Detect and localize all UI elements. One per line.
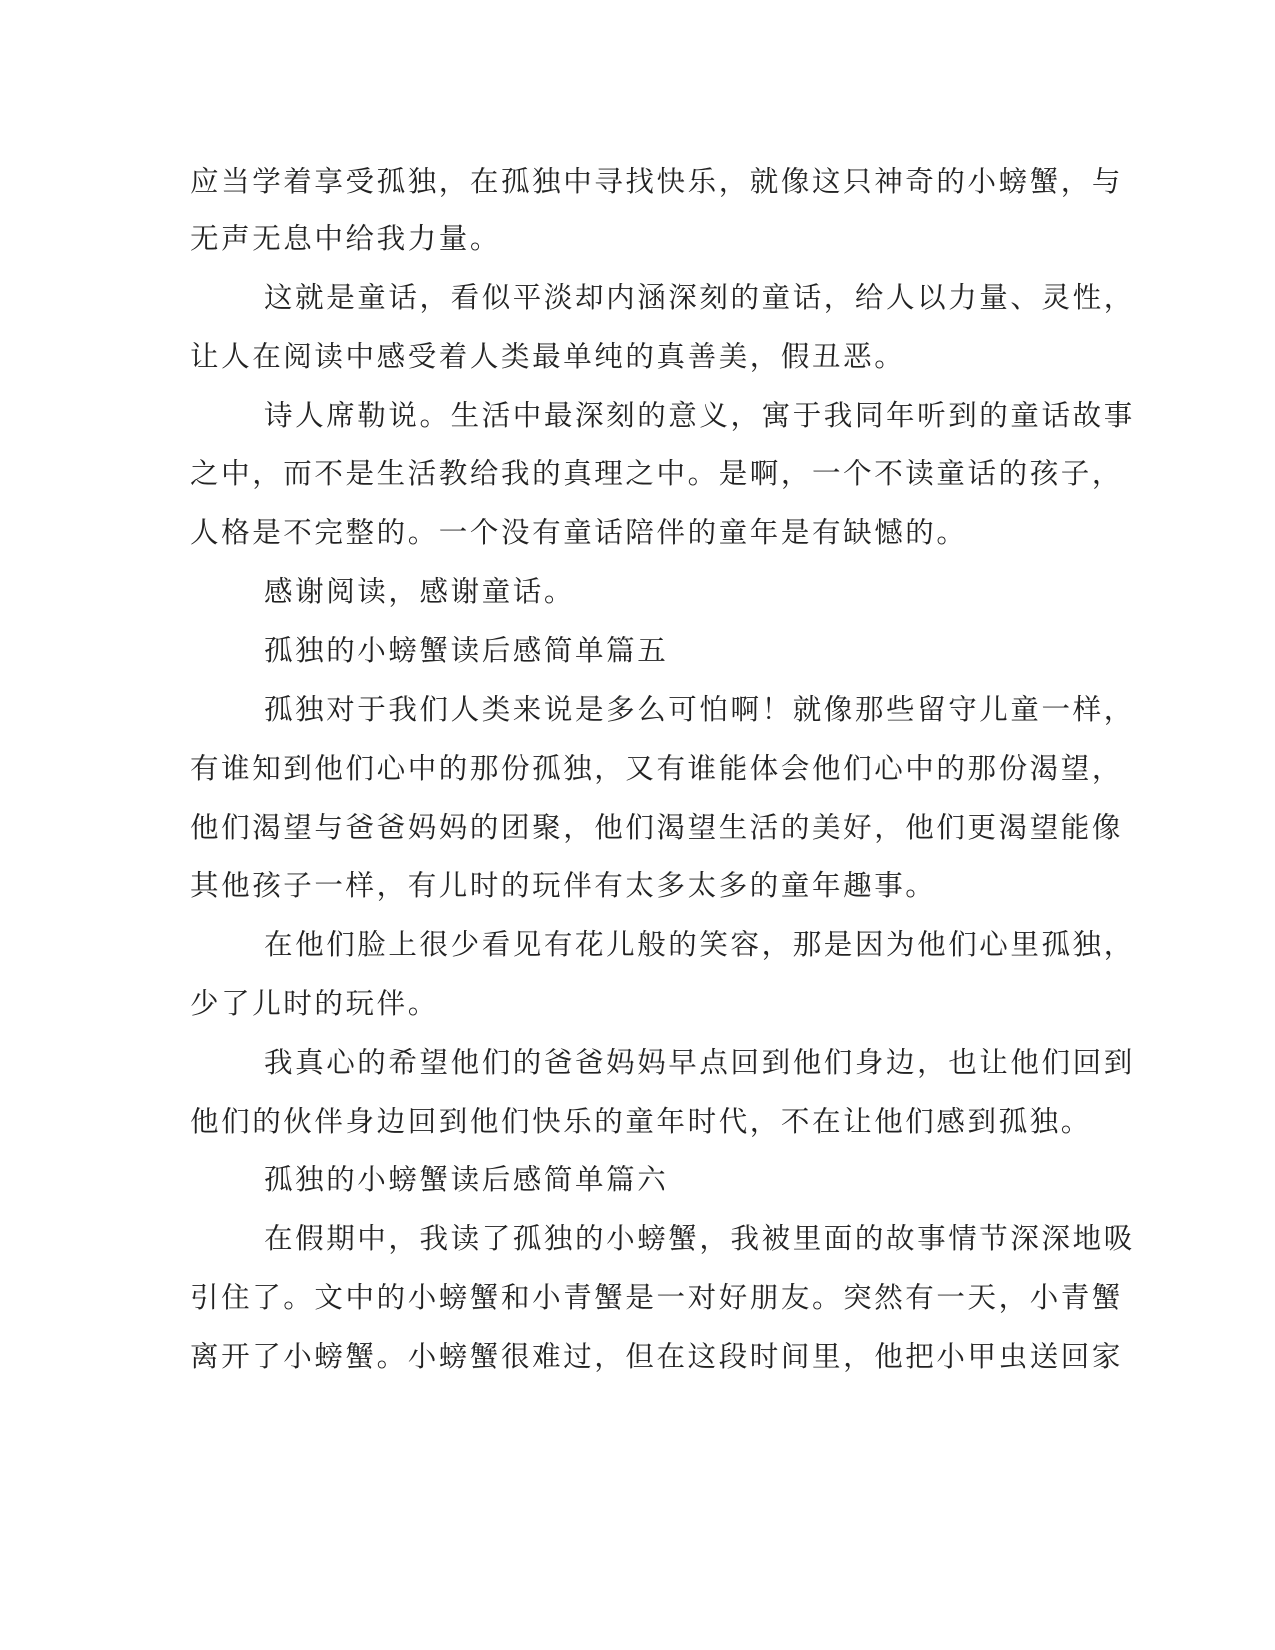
text-line: 离开了小螃蟹。小螃蟹很难过，但在这段时间里，他把小甲虫送回家 bbox=[190, 1340, 1124, 1373]
text-line: 之中，而不是生活教给我的真理之中。是啊，一个不读童话的孩子， bbox=[190, 457, 1124, 490]
section-heading: 孤独的小螃蟹读后感简单篇五 bbox=[264, 634, 669, 667]
text-line: 有谁知到他们心中的那份孤独，又有谁能体会他们心中的那份渴望， bbox=[190, 752, 1124, 785]
paragraph-start-line: 感谢阅读，感谢童话。 bbox=[264, 575, 576, 608]
paragraph-start-line: 孤独对于我们人类来说是多么可怕啊！就像那些留守儿童一样， bbox=[264, 693, 1135, 726]
text-line: 引住了。文中的小螃蟹和小青蟹是一对好朋友。突然有一天，小青蟹 bbox=[190, 1281, 1124, 1314]
paragraph-start-line: 我真心的希望他们的爸爸妈妈早点回到他们身边，也让他们回到 bbox=[264, 1046, 1135, 1079]
paragraph-start-line: 在他们脸上很少看见有花儿般的笑容，那是因为他们心里孤独， bbox=[264, 928, 1135, 961]
text-line: 无声无息中给我力量。 bbox=[190, 222, 502, 255]
paragraph-start-line: 在假期中，我读了孤独的小螃蟹，我被里面的故事情节深深地吸 bbox=[264, 1222, 1135, 1255]
text-line: 他们的伙伴身边回到他们快乐的童年时代，不在让他们感到孤独。 bbox=[190, 1105, 1092, 1138]
text-line: 让人在阅读中感受着人类最单纯的真善美，假丑恶。 bbox=[190, 340, 906, 373]
text-line: 少了儿时的玩伴。 bbox=[190, 987, 439, 1020]
text-line: 应当学着享受孤独，在孤独中寻找快乐，就像这只神奇的小螃蟹，与 bbox=[190, 165, 1124, 198]
paragraph-start-line: 这就是童话，看似平淡却内涵深刻的童话，给人以力量、灵性， bbox=[264, 281, 1135, 314]
paragraph-start-line: 诗人席勒说。生活中最深刻的意义，寓于我同年听到的童话故事 bbox=[264, 399, 1135, 432]
text-line: 他们渴望与爸爸妈妈的团聚，他们渴望生活的美好，他们更渴望能像 bbox=[190, 811, 1124, 844]
section-heading: 孤独的小螃蟹读后感简单篇六 bbox=[264, 1163, 669, 1196]
text-line: 人格是不完整的。一个没有童话陪伴的童年是有缺憾的。 bbox=[190, 516, 968, 549]
text-line: 其他孩子一样，有儿时的玩伴有太多太多的童年趣事。 bbox=[190, 869, 937, 902]
